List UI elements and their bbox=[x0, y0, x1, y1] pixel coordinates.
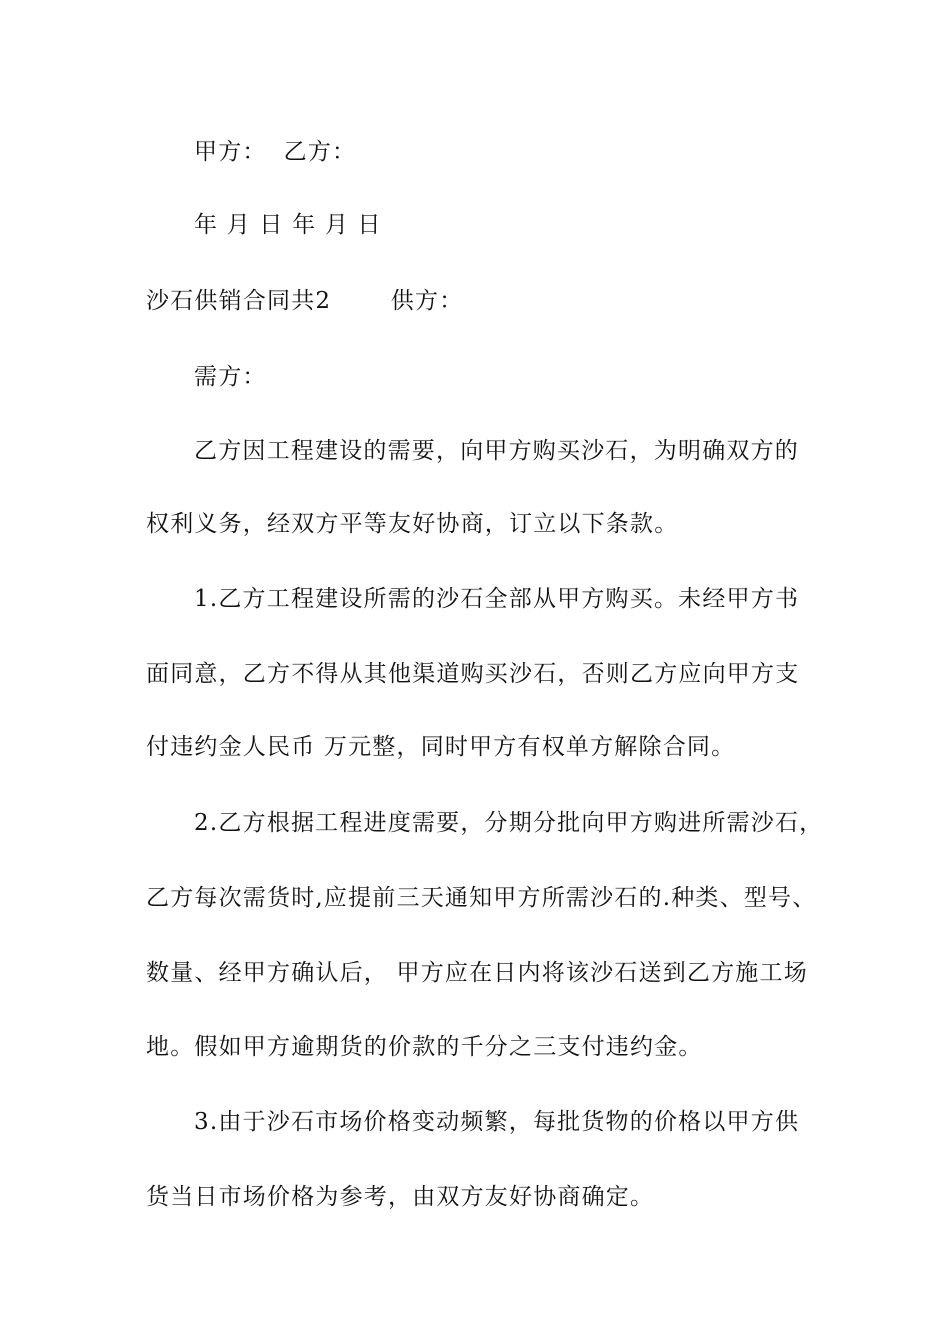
clause-2-line-3: 数量、经甲方确认后， 甲方应在日内将该沙石送到乙方施工场 bbox=[146, 960, 808, 986]
contract-title-line: 沙石供销合同共2 供方： bbox=[146, 288, 464, 314]
clause-1-line-1: 1.乙方工程建设所需的沙石全部从甲方购买。未经甲方书 bbox=[194, 586, 800, 612]
clause-2-line-2: 乙方每次需货时,应提前三天通知甲方所需沙石的.种类、型号、 bbox=[146, 885, 817, 911]
clause-1-line-3: 付违约金人民币 万元整，同时甲方有权单方解除合同。 bbox=[146, 734, 736, 760]
signature-date-line: 年 月 日 年 月 日 bbox=[194, 212, 382, 238]
intro-paragraph-line-2: 权利义务，经双方平等友好协商，订立以下条款。 bbox=[146, 511, 679, 537]
intro-paragraph-line-1: 乙方因工程建设的需要，向甲方购买沙石，为明确双方的 bbox=[194, 438, 799, 464]
clause-3-line-1: 3.由于沙石市场价格变动频繁，每批货物的价格以甲方供 bbox=[194, 1109, 800, 1135]
clause-1-line-2: 面同意，乙方不得从其他渠道购买沙石，否则乙方应向甲方支 bbox=[146, 661, 800, 687]
clause-3-line-2: 货当日市场价格为参考，由双方友好协商确定。 bbox=[146, 1184, 655, 1210]
clause-2-line-4: 地。假如甲方逾期货的价款的千分之三支付违约金。 bbox=[146, 1034, 703, 1060]
signature-parties-line: 甲方： 乙方： bbox=[194, 139, 357, 165]
buyer-label-line: 需方： bbox=[194, 364, 267, 390]
clause-2-line-1: 2.乙方根据工程进度需要，分期分批向甲方购进所需沙石， bbox=[194, 810, 824, 836]
